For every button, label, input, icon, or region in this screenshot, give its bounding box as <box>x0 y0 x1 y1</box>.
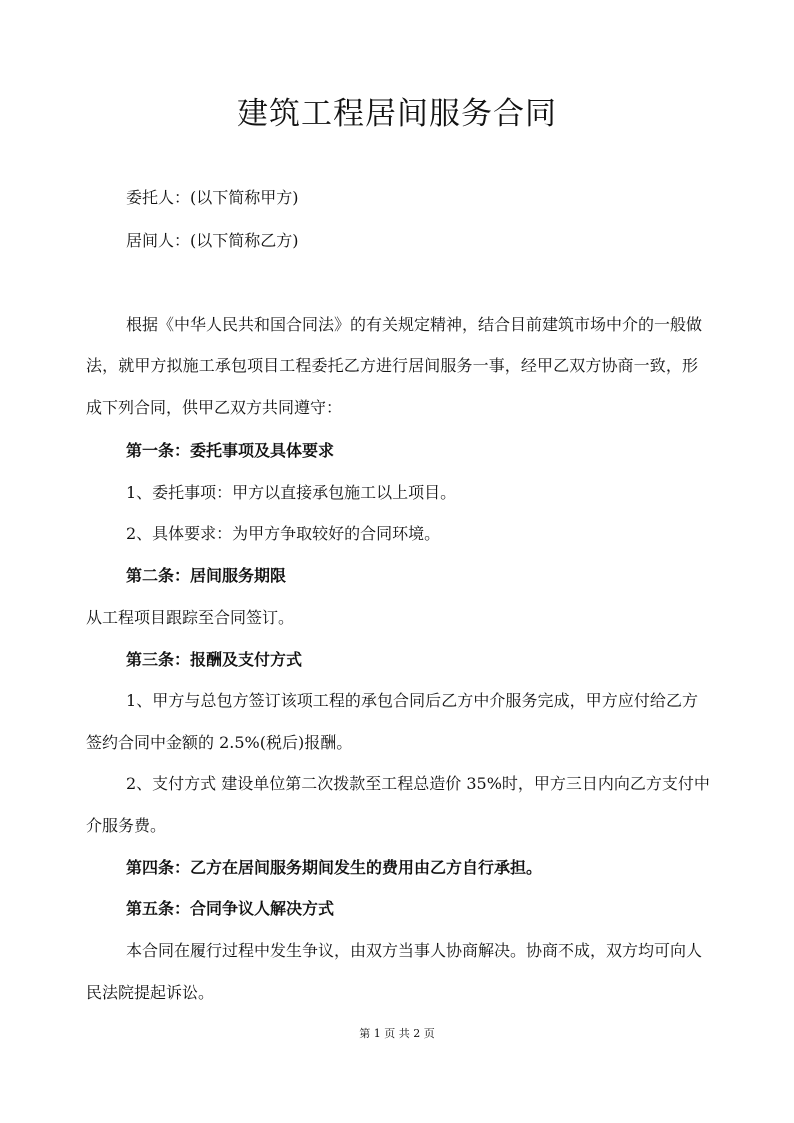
article1-item1: 1、委托事项：甲方以直接承包施工以上项目。 <box>126 483 457 502</box>
article3-item2-line1: 2、支付方式 建设单位第二次拨款至工程总造价 35%时，甲方三日内向乙方支付中 <box>126 774 710 793</box>
document-title: 建筑工程居间服务合同 <box>237 96 557 132</box>
article1-heading: 第一条：委托事项及具体要求 <box>126 441 335 460</box>
page-indicator: 第 1 页 共 2 页 <box>359 1027 435 1040</box>
article3-heading: 第三条：报酬及支付方式 <box>126 650 303 669</box>
article5-body-line2: 民法院提起诉讼。 <box>86 983 215 1002</box>
article3-item1-line2: 签约合同中金额的 2.5%(税后)报酬。 <box>86 733 353 752</box>
article5-body-line1: 本合同在履行过程中发生争议，由双方当事人协商解决。协商不成，双方均可向人 <box>126 941 703 960</box>
article1-item2: 2、具体要求：为甲方争取较好的合同环境。 <box>126 524 441 543</box>
article3-item1-line1: 1、甲方与总包方签订该项工程的承包合同后乙方中介服务完成，甲方应付给乙方 <box>126 691 698 710</box>
article2-heading: 第二条：居间服务期限 <box>126 566 287 585</box>
article3-item2-line2: 介服务费。 <box>86 816 167 835</box>
preamble-line-2: 法，就甲方拟施工承包项目工程委托乙方进行居间服务一事，经甲乙双方协商一致，形 <box>86 356 698 375</box>
article2-body: 从工程项目跟踪至合同签订。 <box>86 608 295 627</box>
preamble-line-1: 根据《中华人民共和国合同法》的有关规定精神，结合目前建筑市场中介的一般做 <box>126 315 703 334</box>
party-intermediary: 居间人：(以下简称乙方) <box>126 231 299 250</box>
article5-heading: 第五条：合同争议人解决方式 <box>126 899 335 918</box>
party-client: 委托人：(以下简称甲方) <box>126 188 299 207</box>
preamble-line-3: 成下列合同，供甲乙双方共同遵守： <box>86 398 343 417</box>
article4-heading: 第四条：乙方在居间服务期间发生的费用由乙方自行承担。 <box>126 858 543 877</box>
